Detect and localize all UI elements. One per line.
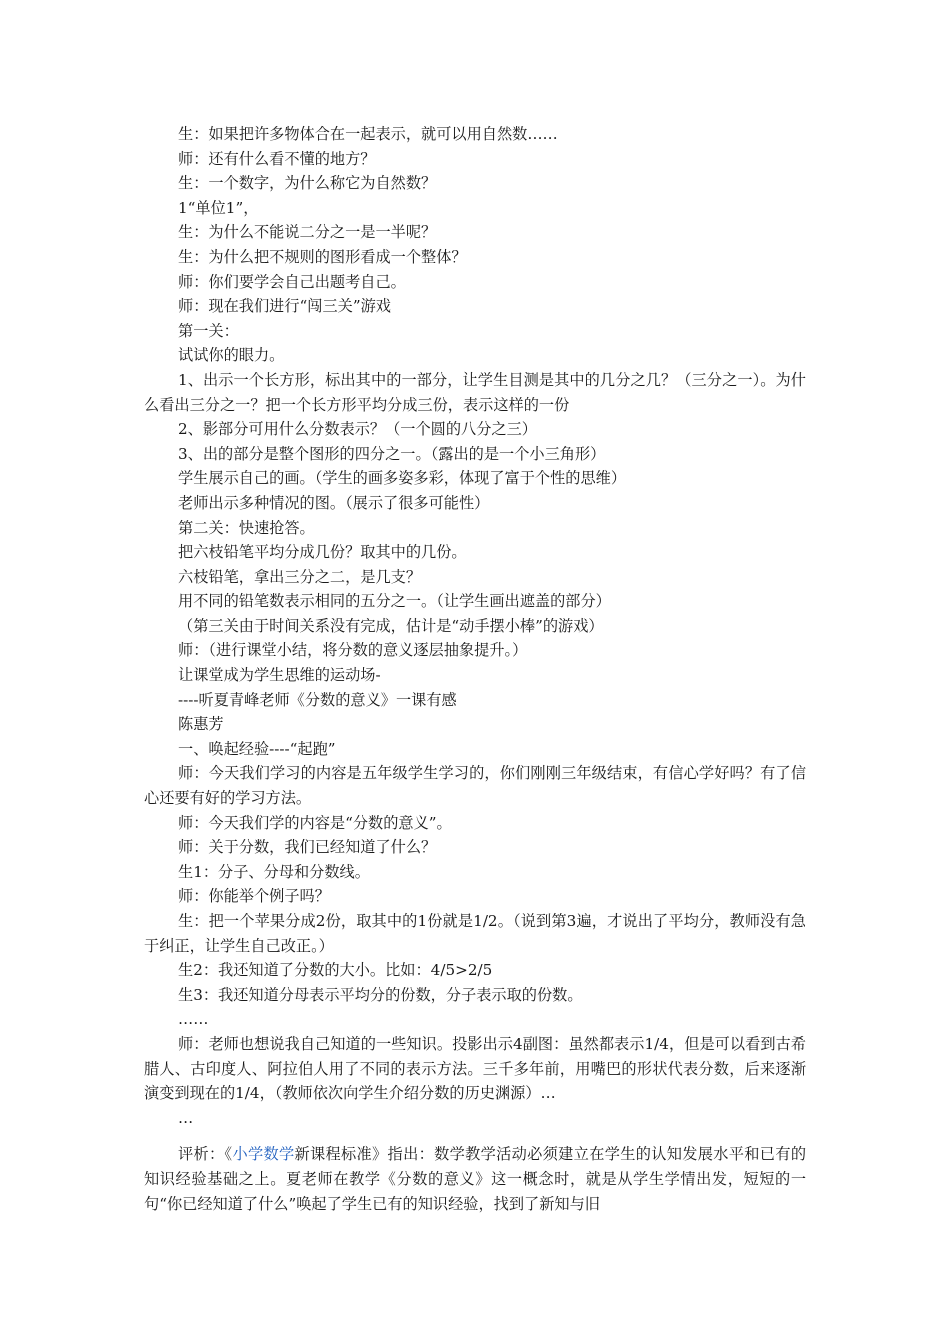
paragraph-21: 师：（进行课堂小结，将分数的意义逐层抽象提升。） [178, 641, 528, 660]
paragraph-29: 生1：分子、分母和分数线。 [178, 862, 370, 881]
paragraph-24: 陈惠芳 [178, 715, 224, 734]
primary-math-link[interactable]: 小学数学 [232, 1145, 295, 1164]
paragraph-7: 师：你们要学会自己出题考自己。 [178, 272, 406, 291]
paragraph-9: 第一关： [178, 321, 239, 340]
paragraph-28: 师：关于分数，我们已经知道了什么？ [178, 838, 437, 857]
paragraph-32: 生2：我还知道了分数的大小。比如：4/5>2/5 [178, 961, 493, 980]
paragraph-15: 老师出示多种情况的图。（展示了很多可能性） [178, 493, 490, 512]
paragraph-18: 六枝铅笔，拿出三分之二，是几支？ [178, 567, 421, 586]
paragraph-23: ----听夏青峰老师《分数的意义》一课有感 [178, 690, 457, 709]
commentary-paragraph [144, 1142, 806, 1216]
paragraph-26: 师：今天我们学习的内容是五年级学生学习的，你们刚刚三年级结束，有信心学好吗？有了信心还要有好的学习方法。 [144, 764, 806, 808]
paragraph-33: 生3：我还知道分母表示平均分的份数，分子表示取的份数。 [178, 985, 583, 1004]
paragraph-8: 师：现在我们进行“闯三关”游戏 [178, 297, 391, 316]
paragraph-13: 3、出的部分是整个图形的四分之一。（露出的是一个小三角形） [178, 444, 606, 463]
paragraph-11: 1、出示一个长方形，标出其中的一部分，让学生目测是其中的几分之几？（三分之一）。为什么看出三分之一？把一个长方形平均分成三份，表示这样的一份 [144, 370, 806, 414]
paragraph-6: 生：为什么把不规则的图形看成一个整体？ [178, 247, 467, 266]
paragraph-34: …… [178, 1010, 209, 1029]
paragraph-27: 师：今天我们学的内容是“分数的意义”。 [178, 813, 452, 832]
document-page [144, 122, 806, 1216]
paragraph-31: 生：把一个苹果分成2份，取其中的1份就是1/2。（说到第3遍，才说出了平均分，教师没有急于纠正，让学生自己改正。） [144, 912, 806, 955]
paragraph-25: 一、唤起经验----“起跑” [178, 739, 336, 758]
paragraph-4: 1“单位1”， [178, 198, 259, 217]
paragraph-10: 试试你的眼力。 [178, 346, 285, 365]
paragraph-12: 2、影部分可用什么分数表示？（一个圆的八分之三） [178, 420, 537, 439]
commentary-prefix: 评析：《 [178, 1145, 233, 1164]
paragraph-30: 师：你能举个例子吗？ [178, 887, 330, 906]
paragraph-36: … [178, 1108, 194, 1127]
paragraph-14: 学生展示自己的画。（学生的画多姿多彩，体现了富于个性的思维） [178, 469, 627, 488]
paragraph-2: 师：还有什么看不懂的地方？ [178, 149, 376, 168]
paragraph-1: 生：如果把许多物体合在一起表示，就可以用自然数…… [178, 125, 558, 143]
paragraph-16: 第二关：快速抢答。 [178, 518, 315, 537]
paragraph-19: 用不同的铅笔数表示相同的五分之一。（让学生画出遮盖的部分） [178, 592, 611, 611]
paragraph-22: 让课堂成为学生思维的运动场- [178, 666, 381, 685]
paragraph-20: （第三关由于时间关系没有完成，估计是“动手摆小棒”的游戏） [178, 616, 604, 635]
commentary-body: 新课程标准》指出：数学教学活动必须建立在学生的认知发展水平和已有的知识经验基础之上。夏老师在教学《分数的意义》这一概念时，就是从学生学情出发，短短的一句“你已经知道了什么”唤起了学生已有的知识经验，找到了新知与旧 [144, 1145, 807, 1213]
paragraph-3: 生：一个数字，为什么称它为自然数？ [178, 174, 437, 193]
paragraph-5: 生：为什么不能说二分之一是一半呢？ [178, 223, 437, 242]
paragraph-35: 师：老师也想说我自己知道的一些知识。投影出示4副图：虽然都表示1/4，但是可以看到古希腊人、古印度人、阿拉伯人用了不同的表示方法。三千多年前，用嘴巴的形状代表分数，后来逐渐演变到现在的1/4，（教师依次向学生介绍分数的历史渊源）… [144, 1034, 806, 1103]
paragraph-17: 把六枝铅笔平均分成几份？取其中的几份。 [178, 543, 467, 562]
